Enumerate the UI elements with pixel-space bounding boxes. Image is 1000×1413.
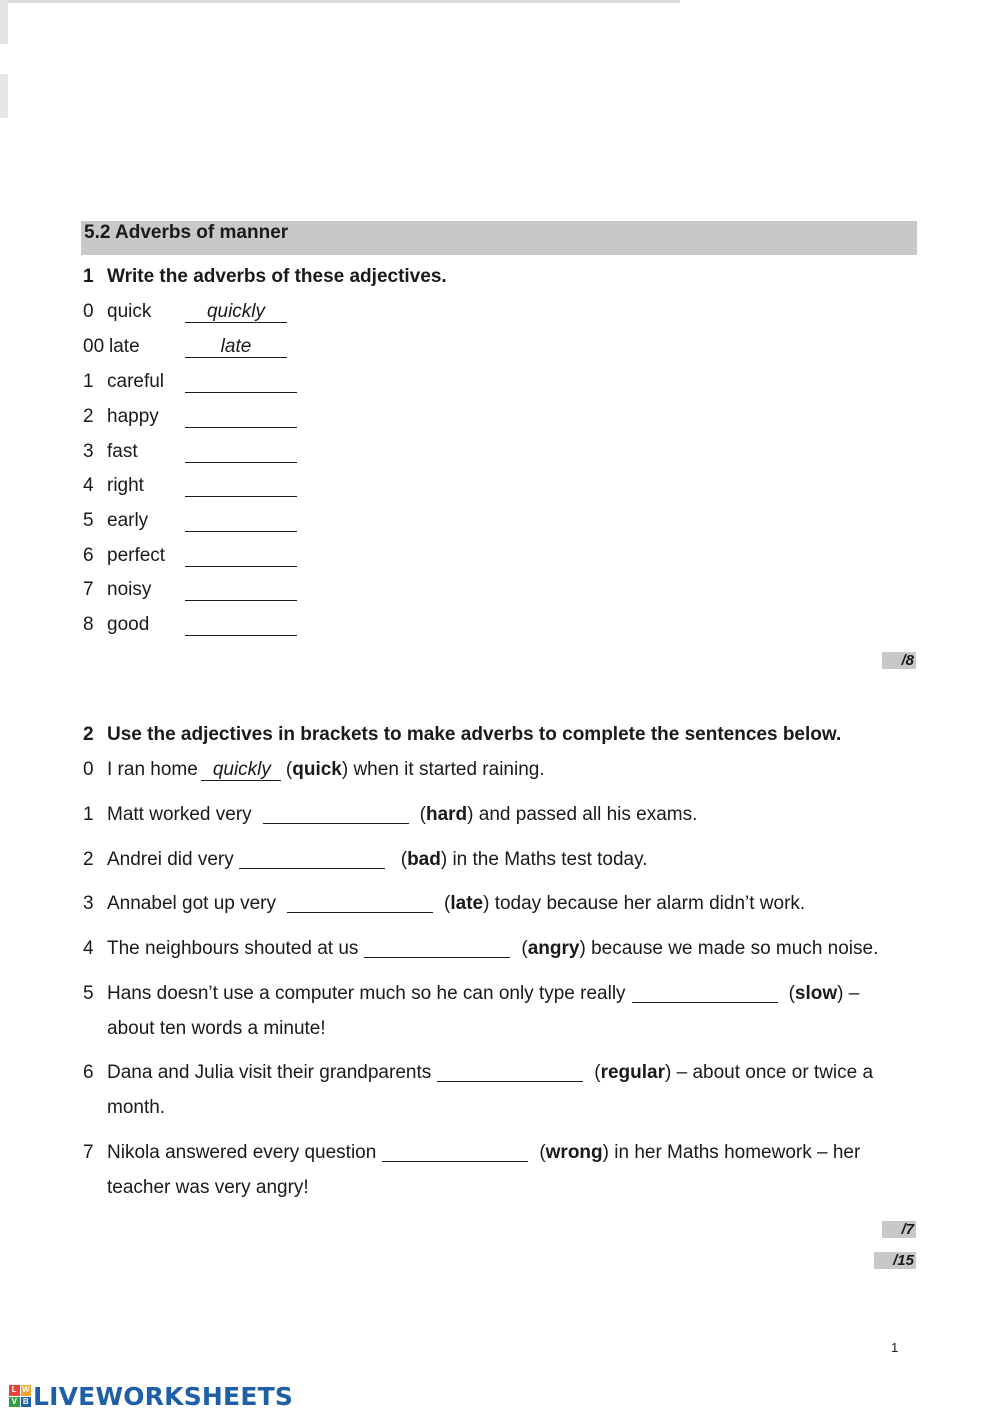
sentence-text: I ran home [107,759,198,780]
answer-input[interactable] [382,1141,528,1162]
section-header [81,221,917,255]
sentence-text: ) when it started raining. [341,759,545,780]
answer-input[interactable] [632,982,778,1003]
sentence-line: I ran home quickly (quick) when it started raining. [107,759,545,780]
exercise-1-score: /8 [882,652,916,669]
sentence-text: ) and passed all his exams. [467,804,698,825]
sentence-text: ) – [837,983,860,1004]
item-number: 4 [83,938,94,959]
answer-input[interactable] [185,406,297,428]
scan-edge-top [0,0,680,3]
sentence-text: Annabel got up very [107,893,277,914]
item-number: 4 [83,475,94,496]
sentence-continuation: about ten words a minute! [107,1018,326,1039]
sentence-text: ) because we made so much noise. [579,938,879,959]
sentence-text: ) in her Maths homework – her [602,1142,861,1163]
sentence-text: Hans doesn’t use a computer much so he can only type really [107,983,626,1004]
brand-icon: L W V B [9,1385,31,1407]
item-number: 6 [83,1062,94,1083]
item-number: 2 [83,849,94,870]
brand-name: LIVEWORKSHEETS [33,1381,294,1411]
item-number: 6 [83,545,94,566]
sentence-line: Hans doesn’t use a computer much so he can only type really (slow) – [107,983,860,1004]
sentence-line: The neighbours shouted at us (angry) because we made so much noise. [107,938,879,959]
exercise-2-score: /7 [882,1221,916,1238]
answer-input[interactable] [185,475,297,497]
item-number: 3 [83,893,94,914]
answer-input[interactable] [364,937,510,958]
adjective-hint: slow [794,983,838,1004]
answer-input[interactable] [185,579,297,601]
section-title: Adverbs of manner [115,222,289,243]
item-number: 1 [83,804,94,825]
adjective-hint: wrong [545,1142,603,1163]
sentence-text: ) today because her alarm didn’t work. [483,893,806,914]
adjective-hint: angry [527,938,580,959]
answer-input[interactable] [239,848,385,869]
item-number: 2 [83,406,94,427]
sentence-text: ) – about once or twice a [665,1062,874,1083]
page-number: 1 [891,1340,899,1355]
sentence-continuation: teacher was very angry! [107,1177,309,1198]
adjective-word: perfect [107,545,166,566]
adjective-word: early [107,510,149,531]
answer-input[interactable] [437,1061,583,1082]
answer-input[interactable] [287,892,433,913]
sentence-line: Annabel got up very (late) today because her alarm didn’t work. [107,893,806,914]
sentence-text: Andrei did very [107,849,234,870]
item-number: 0 [83,301,94,322]
item-number: 5 [83,510,94,531]
adjective-word: noisy [107,579,152,600]
answer-input[interactable] [185,371,297,393]
sentence-line: Andrei did very (bad) in the Maths test today. [107,849,648,870]
exercise-number: 1 [83,266,94,287]
sentence-continuation: month. [107,1097,166,1118]
adjective-hint: late [450,893,484,914]
adjective-word: quick [107,301,152,322]
item-number: 00 [83,336,105,357]
exercise-number: 2 [83,724,94,745]
adjective-word: careful [107,371,165,392]
sentence-line: Dana and Julia visit their grandparents (regular) – about once or twice a [107,1062,874,1083]
sentence-line: Nikola answered every question (wrong) in her Maths homework – her [107,1142,861,1163]
item-number: 1 [83,371,94,392]
section-number: 5.2 [84,222,111,243]
answer-input[interactable] [263,803,409,824]
example-answer: quickly [185,301,287,323]
item-number: 5 [83,983,94,1004]
item-number: 7 [83,579,94,600]
example-answer: quickly [201,760,281,781]
item-number: 3 [83,441,94,462]
answer-input[interactable] [185,441,297,463]
example-answer: late [185,336,287,358]
exercise-2-instruction [83,724,841,746]
liveworksheets-logo [9,1382,293,1410]
exercise-1-instruction [83,266,447,288]
adjective-hint: hard [425,804,468,825]
answer-input[interactable] [185,614,297,636]
sentence-text: The neighbours shouted at us [107,938,359,959]
adjective-word: happy [107,406,159,427]
adjective-word: right [107,475,144,496]
adjective-word: good [107,614,150,635]
sentence-text: Dana and Julia visit their grandparents [107,1062,432,1083]
sentence-text: Nikola answered every question [107,1142,377,1163]
item-number: 8 [83,614,94,635]
scan-edge-left [0,74,8,118]
adjective-hint: bad [407,849,441,870]
answer-input[interactable] [185,510,297,532]
item-number: 0 [83,759,94,780]
scan-edge-left [0,0,8,44]
adjective-hint: regular [600,1062,665,1083]
adjective-hint: quick [292,759,342,780]
item-number: 7 [83,1142,94,1163]
sentence-text: ) in the Maths test today. [440,849,648,870]
adjective-word: fast [107,441,138,462]
instruction-text: Write the adverbs of these adjectives. [107,266,447,287]
instruction-text: Use the adjectives in brackets to make adverbs to complete the sentences below. [107,724,842,745]
sentence-line: Matt worked very (hard) and passed all his exams. [107,804,698,825]
answer-input[interactable] [185,545,297,567]
sentence-text: Matt worked very [107,804,252,825]
total-score: /15 [874,1252,916,1269]
adjective-word: late [109,336,140,357]
